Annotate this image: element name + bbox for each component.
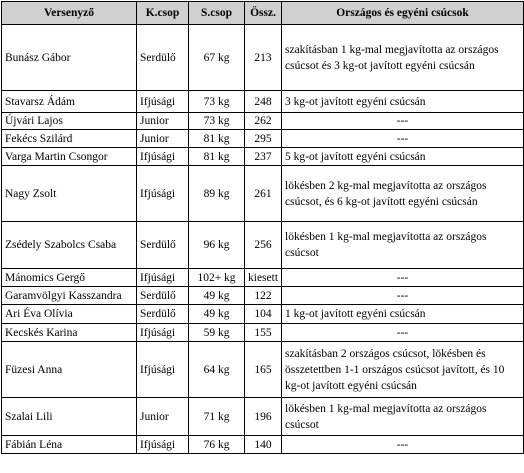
total-cell: 295 [245, 130, 282, 148]
competitor-cell: Ari Éva Olívia [2, 305, 137, 324]
results-table [1, 1, 524, 454]
table-body [2, 25, 524, 454]
header-age-group: K.csop [137, 2, 189, 25]
competitor-cell: Bunász Gábor [2, 25, 137, 91]
header-total: Össz. [245, 2, 282, 25]
records-cell: --- [282, 130, 524, 148]
competitor-cell: Fábián Léna [2, 436, 137, 454]
total-cell: 140 [245, 436, 282, 454]
records-cell: szakításban 1 kg-mal megjavította az országos csúcsot és 3 kg-ot javított egyéni csúcsán [282, 25, 524, 91]
weight-class-cell: 49 kg [189, 305, 245, 324]
records-cell: lökésben 2 kg-mal megjavította az országos csúcsot, és 6 kg-ot javított egyéni csúcsán [282, 166, 524, 222]
total-cell: 155 [245, 324, 282, 342]
records-cell: --- [282, 287, 524, 305]
records-cell: --- [282, 269, 524, 287]
age-group-cell: Ifjúsági [137, 148, 189, 166]
age-group-cell: Junior [137, 398, 189, 436]
total-cell: 248 [245, 91, 282, 113]
total-cell: 256 [245, 222, 282, 269]
weight-class-cell: 73 kg [189, 91, 245, 113]
table-row [2, 305, 524, 324]
table-row [2, 287, 524, 305]
age-group-cell: Ifjúsági [137, 342, 189, 398]
competitor-cell: Szalai Lili [2, 398, 137, 436]
header-records: Országos és egyéni csúcsok [282, 2, 524, 25]
total-cell: 104 [245, 305, 282, 324]
table-row [2, 222, 524, 269]
weight-class-cell: 89 kg [189, 166, 245, 222]
weight-class-cell: 73 kg [189, 113, 245, 130]
records-cell: 5 kg-ot javított egyéni csúcsán [282, 148, 524, 166]
records-cell: lökésben 1 kg-mal megjavította az országos csúcsot [282, 398, 524, 436]
competitor-cell: Nagy Zsolt [2, 166, 137, 222]
total-cell: 262 [245, 113, 282, 130]
weight-class-cell: 71 kg [189, 398, 245, 436]
table-row [2, 25, 524, 91]
header-competitor: Versenyző [2, 2, 137, 25]
records-cell: 1 kg-ot javított egyéni csúcsán [282, 305, 524, 324]
header-row [2, 2, 524, 25]
competitor-cell: Stavarsz Ádám [2, 91, 137, 113]
table-row [2, 398, 524, 436]
age-group-cell: Serdülő [137, 25, 189, 91]
age-group-cell: Ifjúsági [137, 436, 189, 454]
competitor-cell: Újvári Lajos [2, 113, 137, 130]
table-row [2, 130, 524, 148]
records-cell: lökésben 1 kg-mal megjavította az országos csúcsot [282, 222, 524, 269]
table-row [2, 324, 524, 342]
records-cell: --- [282, 324, 524, 342]
total-cell: 165 [245, 342, 282, 398]
age-group-cell: Junior [137, 113, 189, 130]
competitor-cell: Mánomics Gergő [2, 269, 137, 287]
table-row [2, 113, 524, 130]
age-group-cell: Ifjúsági [137, 166, 189, 222]
weight-class-cell: 59 kg [189, 324, 245, 342]
age-group-cell: Junior [137, 130, 189, 148]
weight-class-cell: 76 kg [189, 436, 245, 454]
table-row [2, 269, 524, 287]
total-cell: 122 [245, 287, 282, 305]
records-cell: --- [282, 113, 524, 130]
age-group-cell: Serdülő [137, 287, 189, 305]
total-cell: kiesett [245, 269, 282, 287]
competitor-cell: Fekécs Szilárd [2, 130, 137, 148]
total-cell: 237 [245, 148, 282, 166]
total-cell: 196 [245, 398, 282, 436]
weight-class-cell: 49 kg [189, 287, 245, 305]
competitor-cell: Zsédely Szabolcs Csaba [2, 222, 137, 269]
weight-class-cell: 96 kg [189, 222, 245, 269]
table-row [2, 166, 524, 222]
records-cell: --- [282, 436, 524, 454]
weight-class-cell: 67 kg [189, 25, 245, 91]
weight-class-cell: 81 kg [189, 148, 245, 166]
competitor-cell: Garamvölgyi Kasszandra [2, 287, 137, 305]
total-cell: 213 [245, 25, 282, 91]
records-cell: 3 kg-ot javított egyéni csúcsán [282, 91, 524, 113]
table-row [2, 91, 524, 113]
total-cell: 261 [245, 166, 282, 222]
table-row [2, 342, 524, 398]
age-group-cell: Ifjúsági [137, 269, 189, 287]
age-group-cell: Serdülő [137, 222, 189, 269]
table-row [2, 436, 524, 454]
table-row [2, 148, 524, 166]
competitor-cell: Kecskés Karina [2, 324, 137, 342]
records-cell: szakításban 2 országos csúcsot, lökésben és összetettben 1-1 országos csúcsot javított, és 10 kg-ot javított egyéni csúcsán [282, 342, 524, 398]
age-group-cell: Ifjúsági [137, 324, 189, 342]
weight-class-cell: 64 kg [189, 342, 245, 398]
weight-class-cell: 81 kg [189, 130, 245, 148]
competitor-cell: Füzesi Anna [2, 342, 137, 398]
age-group-cell: Serdülő [137, 305, 189, 324]
age-group-cell: Ifjúsági [137, 91, 189, 113]
weight-class-cell: 102+ kg [189, 269, 245, 287]
header-weight-class: S.csop [189, 2, 245, 25]
competitor-cell: Varga Martin Csongor [2, 148, 137, 166]
